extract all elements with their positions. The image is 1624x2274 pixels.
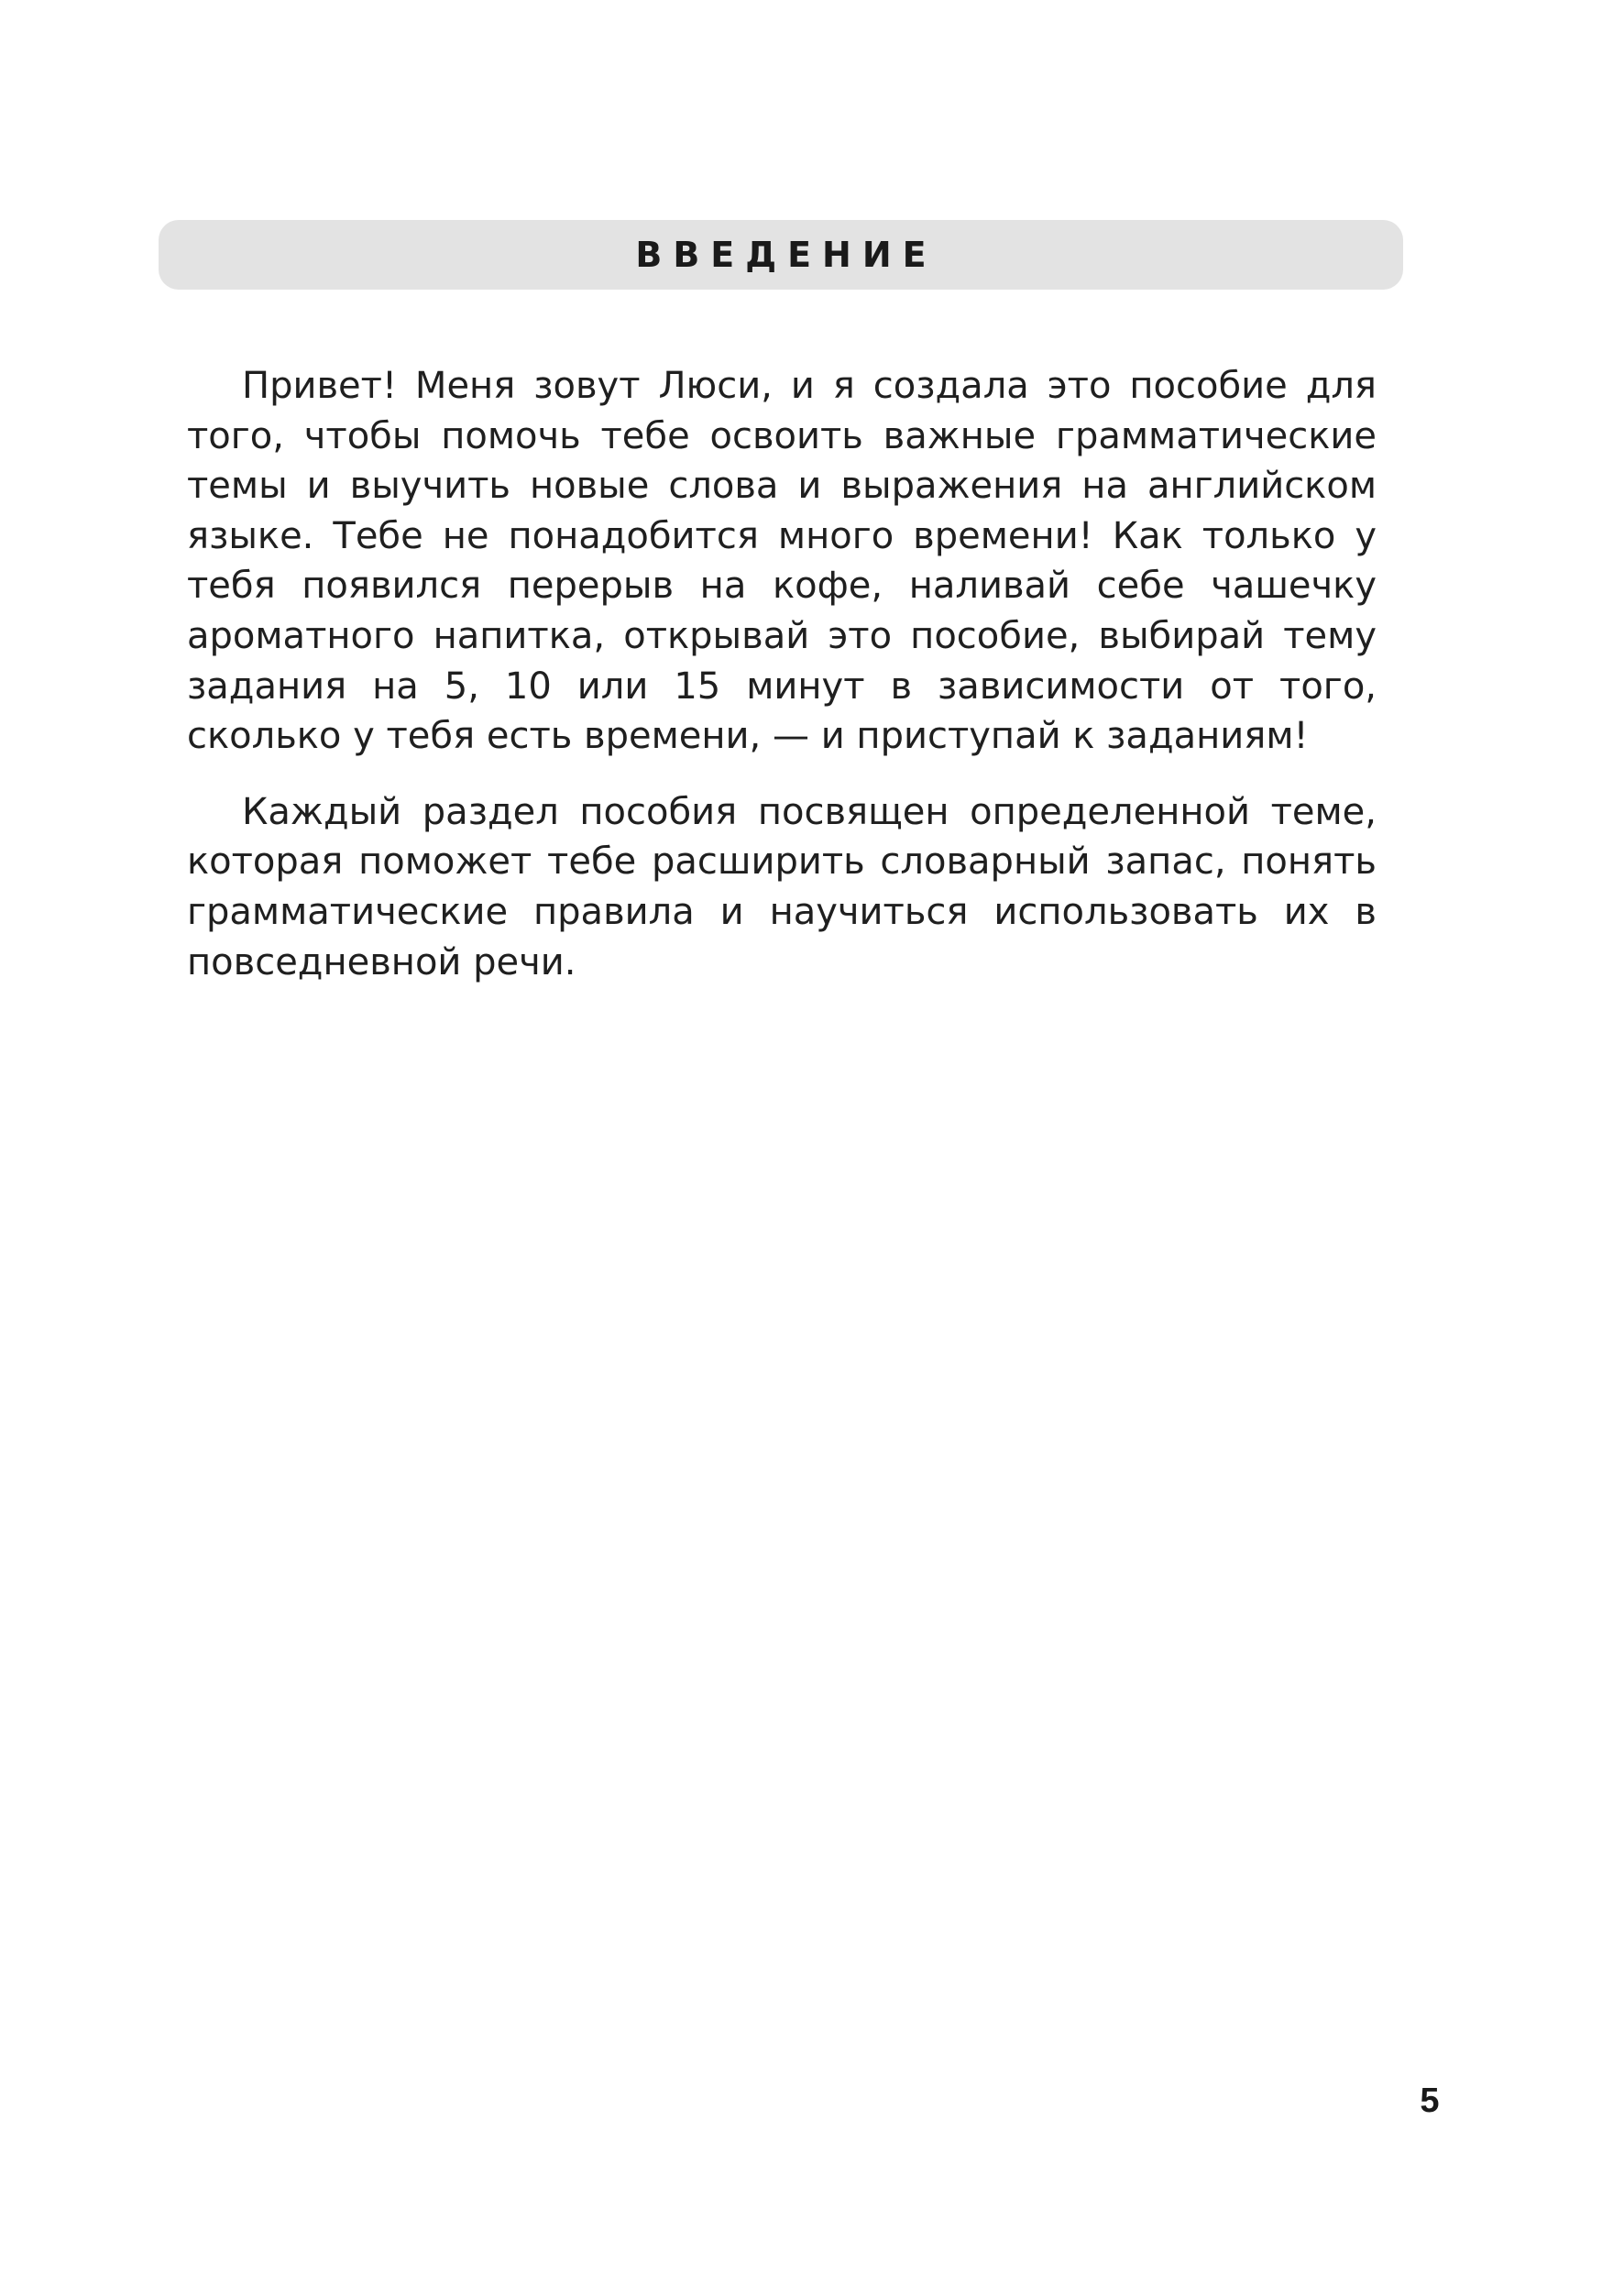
section-heading: ВВЕДЕНИЕ: [635, 235, 938, 275]
section-heading-bar: [159, 220, 1403, 290]
paragraph-sections: Каждый раздел пособия посвящен определенной теме, которая поможет тебе расширить словарный запас, понять грамматические правила и научиться использовать их в повседневной речи.: [187, 790, 1377, 983]
paragraph-intro: Привет! Меня зовут Люси, и я создала это пособие для того, чтобы помочь тебе освоить важные грамматические темы и выучить новые слова и выражения на английском языке. Тебе не понадобится много времени! Как только у тебя появился перерыв на кофе, наливай себе чашечку ароматного напитка, открывай это пособие, выбирай тему задания на 5, 10 или 15 минут в зависимости от того, сколько у тебя есть времени, — и приступай к заданиям!: [187, 365, 1377, 758]
body-text: [187, 361, 1377, 987]
page-number: 5: [1420, 2082, 1440, 2120]
